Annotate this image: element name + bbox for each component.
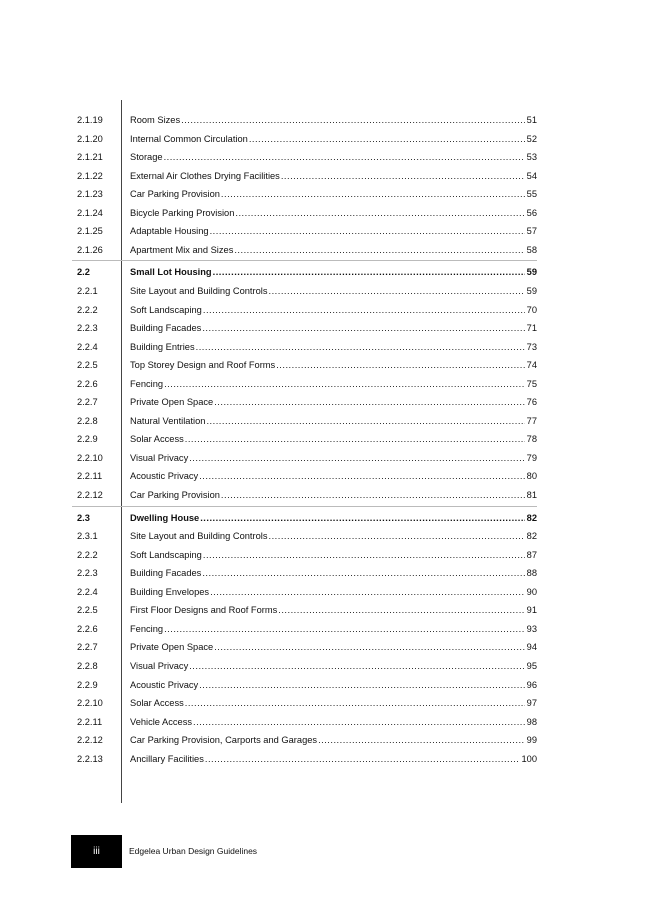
toc-page-number: 98 — [526, 716, 537, 727]
dot-leader — [202, 564, 524, 582]
toc-number: 2.2.7 — [77, 397, 98, 408]
toc-entry — [130, 486, 537, 504]
toc-row[interactable] — [0, 601, 649, 619]
toc-entry — [130, 430, 537, 448]
dot-leader — [268, 282, 524, 300]
dot-leader — [276, 356, 524, 374]
toc-entry — [130, 282, 537, 300]
toc-entry — [130, 393, 537, 411]
dot-leader — [221, 486, 525, 504]
toc-title: Storage — [130, 152, 163, 163]
toc-page-number: 54 — [526, 170, 537, 181]
footer-page-number: iii — [71, 835, 122, 868]
toc-page-number: 73 — [526, 341, 537, 352]
toc-row[interactable] — [0, 356, 649, 374]
toc-number: 2.2.8 — [77, 415, 98, 426]
toc-page-number: 59 — [526, 285, 537, 296]
toc-entry — [130, 301, 537, 319]
toc-title: Dwelling House — [130, 512, 200, 523]
toc-number: 2.2.1 — [77, 285, 98, 296]
toc-page-number: 53 — [526, 152, 537, 163]
dot-leader — [200, 509, 524, 527]
toc-row[interactable] — [0, 449, 649, 467]
toc-entry — [130, 167, 537, 185]
toc-entry — [130, 356, 537, 374]
toc-number: 2.1.26 — [77, 244, 103, 255]
toc-row[interactable] — [0, 241, 649, 259]
dot-leader — [203, 301, 525, 319]
dot-leader — [181, 111, 525, 129]
dot-leader — [164, 375, 525, 393]
toc-row[interactable] — [0, 130, 649, 148]
toc-entry — [130, 241, 537, 259]
toc-title: Fencing — [130, 378, 164, 389]
toc-title: Soft Landscaping — [130, 304, 202, 315]
toc-entry — [130, 319, 537, 337]
toc-number: 2.2.7 — [77, 642, 98, 653]
dot-leader — [210, 583, 525, 601]
toc-number: 2.2.2 — [77, 304, 98, 315]
toc-row[interactable] — [0, 713, 649, 731]
toc-entry — [130, 583, 537, 601]
toc-entry — [130, 148, 537, 166]
toc-entry — [130, 676, 537, 694]
toc-row[interactable] — [0, 338, 649, 356]
toc-number: 2.2.3 — [77, 568, 98, 579]
dot-leader — [199, 467, 524, 485]
toc-number: 2.2.12 — [77, 490, 103, 500]
toc-number: 2.2.4 — [77, 341, 98, 352]
toc-title: Ancillary Facilities — [130, 753, 204, 764]
dot-leader — [214, 393, 524, 411]
toc-page-number: 82 — [526, 531, 537, 542]
toc-row[interactable] — [0, 657, 649, 675]
toc-title: Visual Privacy — [130, 660, 189, 671]
toc-page-number: 95 — [526, 660, 537, 671]
toc-number: 2.2.6 — [77, 378, 98, 389]
toc-page-number: 57 — [526, 226, 537, 237]
section-separator — [72, 260, 537, 261]
section-separator — [72, 506, 537, 507]
toc-entry — [130, 694, 537, 712]
dot-leader — [189, 657, 524, 675]
toc-number: 2.2.10 — [77, 698, 103, 709]
toc-section-row[interactable] — [0, 263, 649, 281]
toc-entry — [130, 620, 537, 638]
toc-entry — [130, 713, 537, 731]
toc-page-number: 79 — [526, 452, 537, 463]
toc-entry — [130, 527, 537, 545]
toc-entry — [130, 222, 537, 240]
dot-leader — [193, 713, 525, 731]
toc-entry — [130, 204, 537, 222]
toc-row[interactable] — [0, 375, 649, 393]
toc-page-number: 70 — [526, 304, 537, 315]
toc-row[interactable] — [0, 527, 649, 545]
toc-page-number: 74 — [526, 360, 537, 371]
toc-title: Acoustic Privacy — [130, 679, 199, 690]
toc-page-number: 80 — [526, 471, 537, 482]
toc-entry — [130, 601, 537, 619]
toc-number: 2.2.12 — [77, 735, 103, 746]
toc-title: Acoustic Privacy — [130, 471, 199, 482]
toc-title: Fencing — [130, 623, 164, 634]
toc-entry — [130, 449, 537, 467]
dot-leader — [234, 241, 524, 259]
toc-section-row[interactable] — [0, 509, 649, 527]
toc-row[interactable] — [0, 282, 649, 300]
dot-leader — [213, 263, 525, 281]
toc-row[interactable] — [0, 167, 649, 185]
dot-leader — [214, 638, 524, 656]
dot-leader — [205, 750, 520, 768]
dot-leader — [196, 338, 525, 356]
dot-leader — [278, 601, 524, 619]
toc-entry — [130, 412, 537, 430]
dot-leader — [164, 148, 525, 166]
toc-row[interactable] — [0, 486, 649, 504]
toc-row[interactable] — [0, 301, 649, 319]
toc-entry — [130, 375, 537, 393]
toc-row[interactable] — [0, 412, 649, 430]
toc-number: 2.2.2 — [77, 549, 98, 560]
toc-title: Car Parking Provision — [130, 490, 220, 500]
toc-row[interactable] — [0, 467, 649, 485]
toc-entry — [130, 750, 537, 768]
toc-title: Private Open Space — [130, 642, 214, 653]
toc-title: Soft Landscaping — [130, 549, 202, 560]
toc-number: 2.2.11 — [77, 716, 103, 727]
toc-page-number: 87 — [526, 549, 537, 560]
toc-title: Small Lot Housing — [130, 267, 212, 278]
toc-page-number: 55 — [526, 189, 537, 200]
toc-title: Building Envelopes — [130, 586, 210, 597]
toc-number: 2.2.9 — [77, 679, 98, 690]
toc-title: Natural Ventilation — [130, 415, 206, 426]
dot-leader — [164, 620, 525, 638]
toc-title: Building Facades — [130, 323, 202, 334]
toc-page-number: 77 — [526, 415, 537, 426]
toc-number: 2.2.4 — [77, 586, 98, 597]
toc-title: Internal Common Circulation — [130, 133, 248, 144]
toc-title: External Air Clothes Drying Facilities — [130, 170, 280, 181]
toc-entry — [130, 467, 537, 485]
toc-title: Top Storey Design and Roof Forms — [130, 360, 276, 371]
toc-title: Car Parking Provision, Carports and Garages — [130, 735, 318, 746]
toc-number: 2.3.1 — [77, 531, 98, 542]
toc-title: Visual Privacy — [130, 452, 189, 463]
toc-row[interactable] — [0, 393, 649, 411]
dot-leader — [199, 676, 524, 694]
toc-entry — [130, 263, 537, 281]
toc-number: 2.2.5 — [77, 360, 98, 371]
toc-number: 2.2.5 — [77, 605, 98, 616]
toc-page-number: 75 — [526, 378, 537, 389]
toc-number: 2.1.24 — [77, 207, 103, 218]
toc-row[interactable] — [0, 638, 649, 656]
toc-row[interactable] — [0, 204, 649, 222]
toc-page-number: 59 — [526, 267, 537, 278]
toc-entry — [130, 338, 537, 356]
footer-document-title: Edgelea Urban Design Guidelines — [129, 846, 258, 856]
toc-entry — [130, 657, 537, 675]
toc-number: 2.2.10 — [77, 452, 103, 463]
dot-leader — [268, 527, 524, 545]
toc-number: 2.2.6 — [77, 623, 98, 634]
toc-title: Car Parking Provision — [130, 189, 220, 200]
toc-entry — [130, 509, 537, 527]
toc-number: 2.2.13 — [77, 753, 103, 764]
dot-leader — [281, 167, 525, 185]
dot-leader — [249, 130, 525, 148]
toc-row[interactable] — [0, 731, 649, 749]
toc-number: 2.1.23 — [77, 189, 103, 200]
toc-entry — [130, 638, 537, 656]
toc-page-number: 91 — [526, 605, 537, 616]
dot-leader — [203, 546, 525, 564]
dot-leader — [318, 731, 525, 749]
toc-row[interactable] — [0, 750, 649, 768]
toc-row[interactable] — [0, 430, 649, 448]
dot-leader — [202, 319, 524, 337]
toc-entry — [130, 564, 537, 582]
toc-number: 2.3 — [77, 512, 90, 523]
toc-page-number: 97 — [526, 698, 537, 709]
toc-number: 2.2.3 — [77, 323, 98, 334]
toc-entry — [130, 130, 537, 148]
toc-number: 2.2.11 — [77, 471, 103, 482]
toc-title: First Floor Designs and Roof Forms — [130, 605, 278, 616]
toc-title: Site Layout and Building Controls — [130, 285, 268, 296]
toc-title: Vehicle Access — [130, 716, 193, 727]
toc-row[interactable] — [0, 546, 649, 564]
toc-page-number: 88 — [526, 568, 537, 579]
toc-row[interactable] — [0, 564, 649, 582]
toc-title: Apartment Mix and Sizes — [130, 244, 234, 255]
toc-row[interactable] — [0, 620, 649, 638]
toc-page-number: 82 — [526, 512, 537, 523]
toc-page-number: 51 — [526, 115, 537, 125]
toc-row[interactable] — [0, 676, 649, 694]
toc-page-number: 81 — [526, 490, 537, 500]
toc-entry — [130, 185, 537, 203]
toc-row[interactable] — [0, 111, 649, 129]
dot-leader — [185, 430, 525, 448]
toc-title: Bicycle Parking Provision — [130, 207, 235, 218]
dot-leader — [221, 185, 525, 203]
toc-title: Site Layout and Building Controls — [130, 531, 268, 542]
toc-page-number: 52 — [526, 133, 537, 144]
toc-number: 2.2.8 — [77, 660, 98, 671]
toc-number: 2.2.9 — [77, 434, 98, 445]
toc-title: Building Facades — [130, 568, 202, 579]
toc-page-number: 56 — [526, 207, 537, 218]
toc-page-number: 94 — [526, 642, 537, 653]
toc-title: Private Open Space — [130, 397, 214, 408]
toc-number: 2.2 — [77, 267, 90, 278]
toc-number: 2.1.25 — [77, 226, 103, 237]
toc-title: Solar Access — [130, 434, 184, 445]
toc-page-number: 76 — [526, 397, 537, 408]
dot-leader — [189, 449, 524, 467]
toc-row[interactable] — [0, 185, 649, 203]
toc-page-number: 90 — [526, 586, 537, 597]
toc-page-number: 99 — [526, 735, 537, 746]
toc-page-number: 93 — [526, 623, 537, 634]
toc-entry — [130, 111, 537, 129]
toc-title: Building Entries — [130, 341, 195, 352]
toc-page-number: 71 — [526, 323, 537, 334]
toc-entry — [130, 546, 537, 564]
dot-leader — [210, 222, 525, 240]
toc-row[interactable] — [0, 694, 649, 712]
dot-leader — [206, 412, 524, 430]
toc-row[interactable] — [0, 319, 649, 337]
toc-title: Solar Access — [130, 698, 184, 709]
toc-page-number: 100 — [521, 753, 537, 764]
toc-page-number: 78 — [526, 434, 537, 445]
toc-row[interactable] — [0, 583, 649, 601]
toc-number: 2.1.22 — [77, 170, 103, 181]
toc-row[interactable] — [0, 222, 649, 240]
toc-entry — [130, 731, 537, 749]
dot-leader — [235, 204, 524, 222]
toc-title: Room Sizes — [130, 115, 181, 125]
toc-row[interactable] — [0, 148, 649, 166]
toc-number: 2.1.20 — [77, 133, 103, 144]
toc-page-number: 96 — [526, 679, 537, 690]
toc-number: 2.1.19 — [77, 115, 103, 125]
dot-leader — [185, 694, 525, 712]
toc-number: 2.1.21 — [77, 152, 103, 163]
toc-page-number: 58 — [526, 244, 537, 255]
toc-title: Adaptable Housing — [130, 226, 209, 237]
